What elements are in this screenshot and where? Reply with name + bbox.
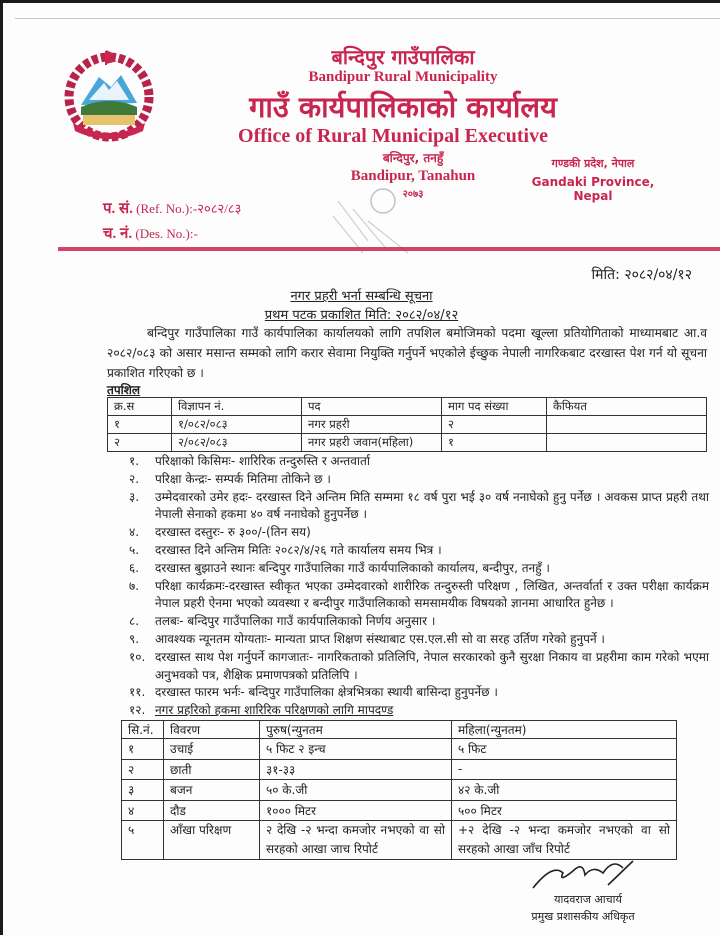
item-text: परिक्षा कार्यक्रमः-दरखास्त स्वीकृत भएका उम्मेदवारको शारीरिक तन्दुरुस्ती परिक्षण , लिखित, अन्तर्वार्ता र उक्त परीक्षा कार्यक्रम नेपाल प्रहरी ऐनमा भएको व्यवस्था र बन्दीपुर गाउँपालिकाको समसामयीक विषयको ज्ञानमा आधारित हुनेछ । [155, 578, 709, 611]
cell: ५ [122, 821, 164, 860]
cell: २ देखि -२ भन्दा कमजोर नभएको वा सो सरहको आखा जाच रिपोर्ट [260, 821, 452, 860]
item-number: ३. [129, 489, 140, 504]
cell: १ [122, 739, 164, 760]
ref-label-en: (Ref. No.):- [136, 201, 198, 216]
cell: १००० मिटर [260, 800, 452, 821]
conditions-list [129, 453, 709, 720]
ref-label-np: प. सं. [103, 201, 133, 217]
header-divider [58, 247, 720, 251]
province-block [518, 156, 668, 203]
office-name-np: गाउँ कार्यपालिकाको कार्यालय [249, 90, 557, 124]
signatory-name: यादवराज आचार्य [554, 893, 622, 906]
cell: आँखा परिक्षण [164, 821, 260, 860]
table-row [122, 759, 677, 780]
notice-document [3, 3, 720, 935]
province-en: Gandaki Province, Nepal [531, 175, 655, 203]
table-row [122, 780, 677, 801]
cell: ५०० मिटर [452, 800, 677, 821]
list-item [129, 489, 709, 525]
item-text: दरखास्त दस्तुरः- रु ३००/-(तिन सय) [155, 525, 311, 540]
nepal-emblem-icon [59, 45, 159, 145]
municipality-name-en: Bandipur Rural Municipality [308, 69, 498, 85]
cell: +२ देखि -२ भन्दा कमजोर नभएको वा सो सरहको आखा जाँच रिपोर्ट [452, 821, 677, 860]
list-item [129, 524, 709, 542]
cell: - [452, 759, 677, 780]
header-cell: क्र.स [108, 398, 172, 416]
cell: २ [108, 434, 172, 452]
table-header-row [108, 398, 707, 416]
issue-date: मिति: २०८२/०४/१२ [591, 267, 692, 283]
office-name-en: Office of Rural Municipal Executive [238, 125, 548, 147]
item-text: परिक्षाको किसिमः- शारिरिक तन्दुरुस्ति र अन्तवार्ता [155, 454, 370, 468]
header-cell: विवरण [164, 721, 260, 739]
header-cell: माग पद संख्या [442, 398, 547, 416]
ref-number [103, 198, 241, 218]
physical-criteria-table [121, 720, 677, 860]
item-text: दरखास्त साथ पेश गर्नुपर्ने कागजातः- नागरिकताको प्रतिलिपि, नेपाल सरकारको कुनै सुरक्षा निकाय वा प्रहरीमा काम गरेको भएमा अनुभवको पत्र, शैक्षिक प्रमाणपत्रको प्रतिलिपि । [155, 649, 709, 682]
list-item [129, 453, 709, 471]
cell: दौड [164, 800, 260, 821]
item-text: दरखास्त फारम भर्नः- बन्दिपुर गाउँपालिका क्षेत्रभित्रका स्थायी बासिन्दा हुनुपर्नेछ । [155, 685, 498, 700]
table-row [108, 416, 707, 434]
notice-subtitle: प्रथम पटक प्रकाशित मिति: २०८२/०४/१२ [264, 308, 459, 323]
cell: उचाई [164, 739, 260, 760]
notice-intro: बन्दिपुर गाउँपालिका गाउँ कार्यपालिका कार्यालयको लागि तपशिल बमोजिमको पदमा खूल्ला प्रतियोगिताको माध्यामबाट आ.व २०८२/०८३ को असार मसान्त सम्मको लागि करार सेवामा नियुक्ति गर्नुपर्ने भएकोले ईच्छुक नेपाली नागरिकबाट दरखास्त पेश गर्न यो सूचना प्रकाशित गरिएको छ । [107, 326, 707, 380]
list-item [129, 649, 709, 685]
item-number: ९. [129, 631, 140, 646]
table-row [108, 434, 707, 452]
dispatch-number [103, 223, 198, 243]
established-year: २०७३ [402, 189, 424, 200]
schedule-label: तपशिल [107, 383, 141, 397]
cell: ४ [122, 800, 164, 821]
header-cell: विज्ञापन नं. [172, 398, 302, 416]
cell: १ [442, 434, 547, 452]
list-item [129, 578, 709, 614]
cell: ५ फिट [452, 739, 677, 760]
cell: ३१-३३ [260, 759, 452, 780]
header-cell: सि.नं. [122, 721, 164, 739]
cell: छाती [164, 759, 260, 780]
cell: २/०८२/०८३ [172, 434, 302, 452]
item-text: दरखास्त दिने अन्तिम मितिः २०८२/४/२६ गते कार्यालय समय भित्र । [155, 542, 442, 557]
notice-title: नगर प्रहरी भर्ना सम्बन्धि सूचना [290, 289, 433, 304]
list-item [129, 471, 709, 489]
list-item [129, 631, 709, 649]
municipality-name-np: बन्दिपुर गाउँपालिका [331, 45, 475, 69]
province-np: गण्डकी प्रदेश, नेपाल [551, 157, 635, 170]
top-rule [15, 18, 720, 19]
cell: नगर प्रहरी जवान(महिला) [302, 434, 442, 452]
item-text: दरखास्त बुझाउने स्थानः बन्दिपुर गाउँपालिका गाउँ कार्यपालिकाको कार्यालय, बन्दीपुर, तनहुँ । [155, 560, 550, 575]
item-number: १०. [129, 649, 146, 664]
table-row [122, 800, 677, 821]
item-number: १. [129, 454, 140, 468]
list-item [129, 613, 709, 631]
item-text: आवश्यक न्यूनतम योग्यताः- मान्यता प्राप्त शिक्षण संस्थाबाट एस.एल.सी सो वा सरह उर्तिण गरेको हुनुपर्ने । [155, 631, 605, 646]
header-cell: कैफियत [547, 398, 707, 416]
cell: १/०८२/०८३ [172, 416, 302, 434]
cell: ५ फिट २ इन्च [260, 739, 452, 760]
cell [547, 416, 707, 434]
header-cell: पुरुष(न्युनतम [260, 721, 452, 739]
list-item [129, 542, 709, 560]
des-label-en: (Des. No.):- [135, 226, 198, 241]
vacancy-table [107, 397, 707, 452]
table-header-row [122, 721, 677, 739]
signature-icon [523, 853, 673, 893]
item-text: उम्मेदवारको उमेर हदः- दरखास्त दिने अन्तिम मिति सम्ममा १८ वर्ष पुरा भई ३० वर्ष ननाघेको हुनु पर्नेछ । अवकस प्राप्त प्रहरी तथा नेपाली सेनाको हकमा ४० वर्ष ननाघेको हुनुपर्नेछ । [155, 489, 709, 522]
ref-value: २०८२/८३ [197, 201, 242, 216]
item-text: नगर प्रहरिको हकमा शारिरिक परिक्षणको लागि मापदण्ड [155, 703, 394, 718]
list-item [129, 684, 709, 702]
table-row [122, 739, 677, 760]
header-cell: महिला(न्युनतम) [452, 721, 677, 739]
cell: ३ [122, 780, 164, 801]
item-number: ४. [129, 525, 140, 540]
list-item [129, 560, 709, 578]
item-number: ७. [129, 578, 140, 593]
list-item [129, 702, 709, 720]
cell: नगर प्रहरी [302, 416, 442, 434]
address-np: बन्दिपुर, तनहुँ [382, 151, 444, 165]
item-number: १२. [129, 703, 146, 718]
item-number: ५. [129, 542, 140, 557]
cell: बजन [164, 780, 260, 801]
item-number: ११. [129, 685, 146, 700]
item-text: तलबः- बन्दिपुर गाउँपालिका गाउँ कार्यपालिकाको निर्णय अनुसार । [155, 614, 436, 629]
signatory-title: प्रमुख प्रशासकीय अधिकृत [531, 910, 635, 923]
cell: ४२ के.जी [452, 780, 677, 801]
item-text: परिक्षा केन्द्रः- सम्पर्क मितिमा तोकिने छ । [155, 471, 331, 486]
cell [547, 434, 707, 452]
cell: २ [442, 416, 547, 434]
cell: २ [122, 759, 164, 780]
item-number: ६. [129, 560, 140, 575]
item-number: २. [129, 471, 140, 486]
header-cell: पद [302, 398, 442, 416]
des-label-np: च. नं. [103, 226, 133, 242]
cell: १ [108, 416, 172, 434]
item-number: ८. [129, 614, 140, 629]
address-en: Bandipur, Tanahun [350, 168, 476, 184]
cell: ५० के.जी [260, 780, 452, 801]
